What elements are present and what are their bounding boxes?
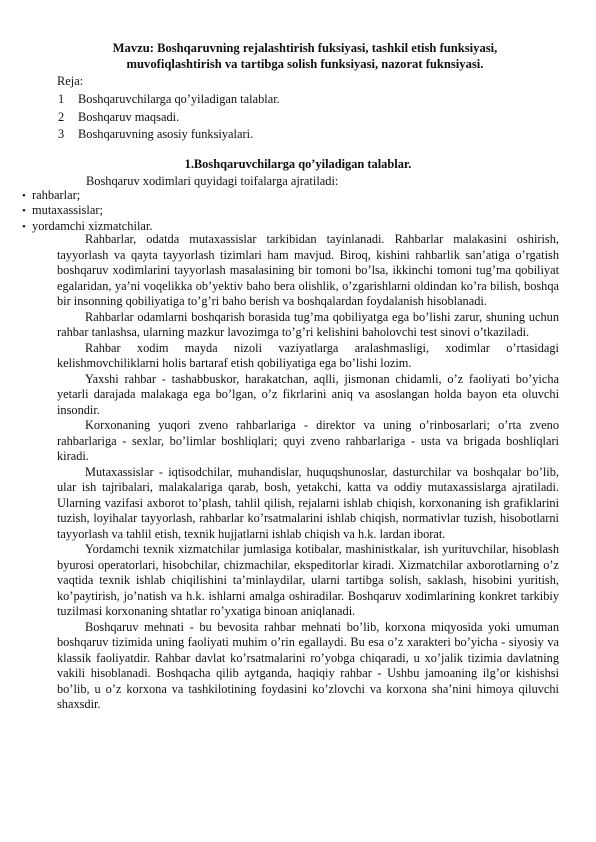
plan-item-number: 2 (58, 109, 65, 124)
intro-sentence: Boshqaruv xodimlari quyidagi toifalarga ajratiladi: (86, 174, 339, 188)
bullet-text: mutaxassislar; (32, 203, 103, 218)
plan-list (57, 92, 280, 145)
paragraph: Mutaxassislar - iqtisodchilar, muhandislar, huquqshunoslar, dasturchilar va boshqalar bo’lib, ular ish tajribalari, malakalariga qarab, bosh, yetakchi, katta va oddiy mutaxassislarga ajratiladi. Ularning vazifasi axborot to’plash, tahlil qilish, rejalarni ishlab chiqish, korxonaning ish grafiklarini tuzish, loyihalar tayyorlash, rahbarlar ko’rsatmalarini ishlab chiqish, normativlar tuzish, hisobotlarni tayyorlash va tahlil etish, texnik hujjatlarni ishlab chiqish va h.k. lardan iborat. (57, 464, 559, 541)
plan-item-text: Boshqaruvning asosiy funksiyalari. (78, 127, 254, 142)
bullet-item (22, 203, 152, 218)
section-heading: 1.Boshqaruvchilarga qo’yiladigan talablar. (184, 157, 412, 171)
paragraph: Boshqaruv mehnati - bu bevosita rahbar mehnati bo’lib, korxona miqyosida yoki umuman boshqaruv tizimida uning faoliyati muhim o’rin egallaydi. Bu esa o’z xarakteri bo’yicha - siyosiy va klassik faoliyatdir. Rahbar davlat ko’rsatmalarini ro’yobga chiqaradi, u xo’jalik tizimia davlatning vakili hisoblanadi. Boshqacha qilib aytganda, haqiqiy rahbar - Ushbu jamoaning ilg’or kishishsi bo’lib, u o’z korxona va tashkilotining foydasini ko’zlovchi va korxona sha’nini himoya qiluvchi shaxsdir. (57, 619, 559, 712)
bullet-text: rahbarlar; (32, 188, 81, 202)
paragraph: Rahbarlar, odatda mutaxassislar tarkibidan tayinlanadi. Rahbarlar malakasini oshirish, tayyorlash va qayta tayyorlash tizimlari ham mavjud. Biroq, kishini rahbarlik san’atiga o’rgatish boshqaruv xodimlarini tayyorlash masalasining bir tomoni bo’lsa, ikkinchi tomoni tug’ma qobiliyat egalaridan, ya’ni voqelikka ob’yektiv baho bera olishlik, o’zgarishlarni oldindan ko’ra bilish, boshqa bir insonning qobiliyatiga to’g’ri baho berish va boshqalardan foydalanish hisoblanadi. (57, 232, 559, 309)
bullet-icon: • (22, 205, 26, 218)
plan-item (57, 92, 280, 110)
plan-item-number: 3 (58, 127, 65, 142)
paragraph: Yaxshi rahbar - tashabbuskor, harakatchan, aqlli, jismonan chidamli, o’z faoliyati bo’yicha yetarli darajada malakaga ega bo’lgan, o’z fikrlarini aniq va asoslangan holda bayon eta oluvchi insondir. (57, 371, 559, 417)
body-text (57, 232, 559, 713)
paragraph: Rahbar xodim mayda nizoli vaziyatlarga aralashmasligi, xodimlar o’rtasidagi kelishmovchiliklarni holis bartaraf etish qobiliyatiga ega bo’lishi lozim. (57, 340, 559, 371)
bullet-text: yordamchi xizmatchilar. (32, 218, 153, 233)
paragraph: Yordamchi texnik xizmatchilar jumlasiga kotibalar, mashinistkalar, ish yurituvchilar, hisoblash byurosi operatorlari, hisobchilar, chizmachilar, ekspeditorlar kiradi. Xizmatchilar axborotlarning o’z vaqtida texnik ishlab chiqilishini ta’minlaydilar, ularni tartibga solish, saklash, hisobini yuritish, ko’paytirish, jo’natish va h.k. ishlarni amalga oshiradilar. Boshqaruv xodimlarining konkret tarkibiy tuzilmasi korxonaning shtatlar ro’yxatiga binoan aniqlanadi. (57, 542, 559, 619)
plan-label: Reja: (57, 74, 84, 88)
plan-item (57, 110, 280, 128)
bullet-list (22, 188, 152, 234)
document-title: Mavzu: Boshqaruvning rejalashtirish fuksiyasi, tashkil etish funksiyasi, muvofiqlashtirish va tartibga solish funksiyasi, nazorat fuknsiyasi. (112, 41, 498, 71)
plan-item (57, 127, 280, 145)
bullet-icon: • (22, 190, 26, 202)
plan-item-text: Boshqaruv maqsadi. (78, 109, 180, 124)
bullet-icon: • (22, 220, 26, 233)
paragraph: Korxonaning yuqori zveno rahbarlariga - direktor va uning o’rinbosarlari; o’rta zveno rahbarlariga - sexlar, bo’limlar boshliqlari; quyi zveno rahbarlariga - usta va brigada boshliqlari kiradi. (57, 418, 559, 464)
plan-item-number: 1 (58, 92, 65, 106)
paragraph: Rahbarlar odamlarni boshqarish borasida tug’ma qobiliyatga ega bo’lishi zarur, shuning uchun rahbar tanlashsa, ularning mazkur lavozimga to’g’ri kelishini baholovchi test sinovi o’tkaziladi. (57, 309, 559, 340)
plan-item-text: Boshqaruvchilarga qo’yiladigan talablar. (78, 92, 280, 106)
bullet-item (22, 188, 152, 203)
